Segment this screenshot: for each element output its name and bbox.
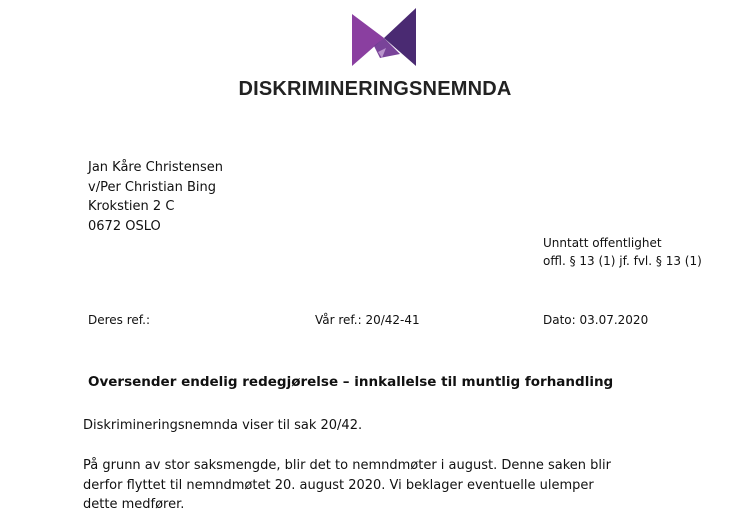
- recipient-street: Krokstien 2 C: [88, 199, 175, 214]
- recipient-postal: 0672 OSLO: [88, 218, 161, 234]
- recipient-name: Jan Kåre Christensen: [88, 160, 224, 175]
- organization-name: DISKRIMINERINGSNEMNDA: [238, 78, 512, 100]
- paragraph-2-line: dette medfører.: [83, 497, 185, 512]
- exemption-line-1: Unntatt offentlighet: [543, 236, 662, 250]
- recipient-address: [88, 158, 223, 236]
- recipient-care-of: v/Per Christian Bing: [88, 179, 217, 195]
- exemption-line-2: offl. § 13 (1) jf. fvl. § 13 (1): [543, 253, 702, 268]
- letter-subject: Oversender endelig redegjørelse – innkallelse til muntlig forhandling: [88, 374, 614, 390]
- paragraph-2-line: derfor flyttet til nemndmøtet 20. august 2020. Vi beklager eventuelle ulemper: [83, 477, 594, 493]
- exemption-note: [543, 235, 702, 270]
- paragraph-1: Diskrimineringsnemnda viser til sak 20/42.: [83, 418, 363, 433]
- our-reference: Vår ref.: 20/42-41: [315, 313, 420, 327]
- letter-date: Dato: 03.07.2020: [543, 313, 649, 327]
- paragraph-2: [83, 456, 611, 515]
- paragraph-2-line: På grunn av stor saksmengde, blir det to nemndmøter i august. Denne saken blir: [83, 458, 611, 473]
- bowtie-logo-icon: [352, 8, 416, 68]
- your-reference: Deres ref.:: [88, 313, 151, 327]
